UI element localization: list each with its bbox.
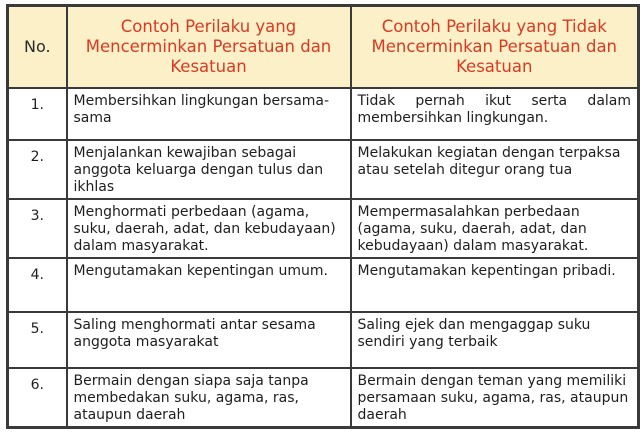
table-header <box>8 6 639 88</box>
header-positive-behavior: Contoh Perilaku yang Mencerminkan Persatuan dan Kesatuan <box>67 6 351 88</box>
table-row <box>8 258 639 312</box>
behavior-table <box>6 4 640 429</box>
row-number: 4. <box>8 258 67 312</box>
negative-behavior-cell: Mempermasalahkan perbedaan (agama, suku, daerah, adat, dan kebudayaan) dalam masyarakat. <box>351 199 639 258</box>
row-number: 2. <box>8 140 67 199</box>
header-number: No. <box>8 6 67 88</box>
table-row <box>8 140 639 199</box>
behavior-table-container <box>6 4 637 429</box>
positive-behavior-cell: Saling menghormati antar sesama anggota masyarakat <box>67 312 351 368</box>
table-body <box>8 88 639 428</box>
row-number: 3. <box>8 199 67 258</box>
row-number: 1. <box>8 88 67 140</box>
positive-behavior-cell: Mengutamakan kepentingan umum. <box>67 258 351 312</box>
header-negative-behavior: Contoh Perilaku yang Tidak Mencerminkan Persatuan dan Kesatuan <box>351 6 639 88</box>
positive-behavior-cell: Bermain dengan siapa saja tanpa membedakan suku, agama, ras, ataupun daerah <box>67 368 351 428</box>
negative-behavior-cell: Melakukan kegiatan dengan terpaksa atau setelah ditegur orang tua <box>351 140 639 199</box>
table-row <box>8 88 639 140</box>
negative-behavior-cell: Bermain dengan teman yang memiliki persamaan suku, agama, ras, ataupun daerah <box>351 368 639 428</box>
positive-behavior-cell: Membersihkan lingkungan bersama-sama <box>67 88 351 140</box>
header-row <box>8 6 639 88</box>
negative-behavior-cell: Saling ejek dan mengaggap suku sendiri yang terbaik <box>351 312 639 368</box>
row-number: 5. <box>8 312 67 368</box>
table-row <box>8 199 639 258</box>
negative-behavior-cell: Mengutamakan kepentingan pribadi. <box>351 258 639 312</box>
positive-behavior-cell: Menghormati perbedaan (agama, suku, daerah, adat, dan kebudayaan) dalam masyarakat. <box>67 199 351 258</box>
table-row <box>8 368 639 428</box>
negative-behavior-cell: Tidak pernah ikut serta dalam membersihkan lingkungan. <box>351 88 639 140</box>
row-number: 6. <box>8 368 67 428</box>
positive-behavior-cell: Menjalankan kewajiban sebagai anggota keluarga dengan tulus dan ikhlas <box>67 140 351 199</box>
table-row <box>8 312 639 368</box>
